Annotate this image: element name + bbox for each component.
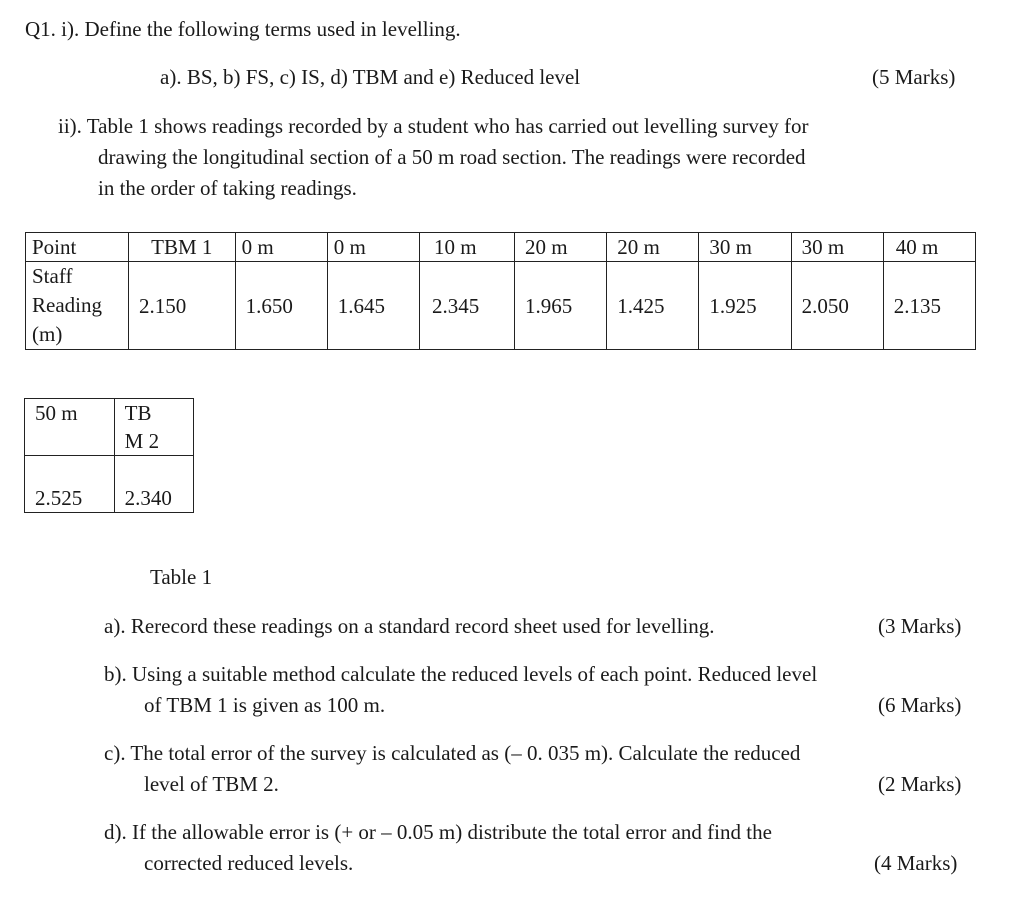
question-d-marks: (4 Marks) xyxy=(874,851,958,875)
point-cell: 30 m xyxy=(791,233,883,262)
row-label-line: Staff xyxy=(32,264,73,288)
reading-cell: 2.150 xyxy=(129,262,236,350)
question-b-line-2: of TBM 1 is given as 100 m. xyxy=(144,693,386,717)
table-header-point: Point xyxy=(26,233,129,262)
point-cell: 0 m xyxy=(327,233,419,262)
question-1-part-i: Q1. i). Define the following terms used in levelling. xyxy=(25,17,461,41)
point-cell: 0 m xyxy=(235,233,327,262)
question-d-line-1: d). If the allowable error is (+ or – 0.05 m) distribute the total error and find the xyxy=(104,820,772,844)
point-cell: 10 m xyxy=(419,233,514,262)
reading-cell: 1.650 xyxy=(235,262,327,350)
question-c-line-2: level of TBM 2. xyxy=(144,772,279,796)
point-cell: 20 m xyxy=(515,233,607,262)
question-b-line-1: b). Using a suitable method calculate the reduced levels of each point. Reduced level xyxy=(104,662,818,686)
row-label-line: Reading xyxy=(32,293,102,317)
point-cell xyxy=(114,399,193,456)
reading-cell: 2.345 xyxy=(419,262,514,350)
point-cell-text: TBM 2 xyxy=(124,401,160,453)
readings-table xyxy=(25,232,976,350)
points-row xyxy=(25,399,194,456)
question-b-marks: (6 Marks) xyxy=(878,693,962,717)
readings-row xyxy=(26,262,976,350)
reading-cell: 2.050 xyxy=(791,262,883,350)
point-cell: 30 m xyxy=(699,233,791,262)
point-cell: 40 m xyxy=(883,233,975,262)
reading-cell: 2.525 xyxy=(25,456,115,513)
reading-cell: 1.965 xyxy=(515,262,607,350)
question-1-part-ii-line-3: in the order of taking readings. xyxy=(98,176,357,200)
question-c-marks: (2 Marks) xyxy=(878,772,962,796)
row-label-line: (m) xyxy=(32,322,63,346)
table-caption: Table 1 xyxy=(150,565,213,589)
question-1-part-ii-line-2: drawing the longitudinal section of a 50 m road section. The readings were recorded xyxy=(98,145,806,169)
terms-list: a). BS, b) FS, c) IS, d) TBM and e) Reduced level xyxy=(160,65,581,89)
question-1-part-ii-line-1: ii). Table 1 shows readings recorded by a student who has carried out levelling survey for xyxy=(58,114,809,138)
question-a-text: a). Rerecord these readings on a standard record sheet used for levelling. xyxy=(104,614,715,638)
question-a-marks: (3 Marks) xyxy=(878,614,962,638)
point-cell: TBM 1 xyxy=(129,233,236,262)
reading-cell: 2.340 xyxy=(114,456,193,513)
question-c-line-1: c). The total error of the survey is calculated as (– 0. 035 m). Calculate the reduced xyxy=(104,741,801,765)
readings-table-continuation xyxy=(24,398,194,513)
reading-cell: 2.135 xyxy=(883,262,975,350)
reading-cell: 1.425 xyxy=(607,262,699,350)
reading-cell: 1.645 xyxy=(327,262,419,350)
table-row-label xyxy=(26,262,129,350)
point-cell: 20 m xyxy=(607,233,699,262)
reading-cell: 1.925 xyxy=(699,262,791,350)
terms-marks: (5 Marks) xyxy=(872,65,956,89)
question-d-line-2: corrected reduced levels. xyxy=(144,851,354,875)
readings-row xyxy=(25,456,194,513)
point-cell: 50 m xyxy=(25,399,115,456)
points-row xyxy=(26,233,976,262)
